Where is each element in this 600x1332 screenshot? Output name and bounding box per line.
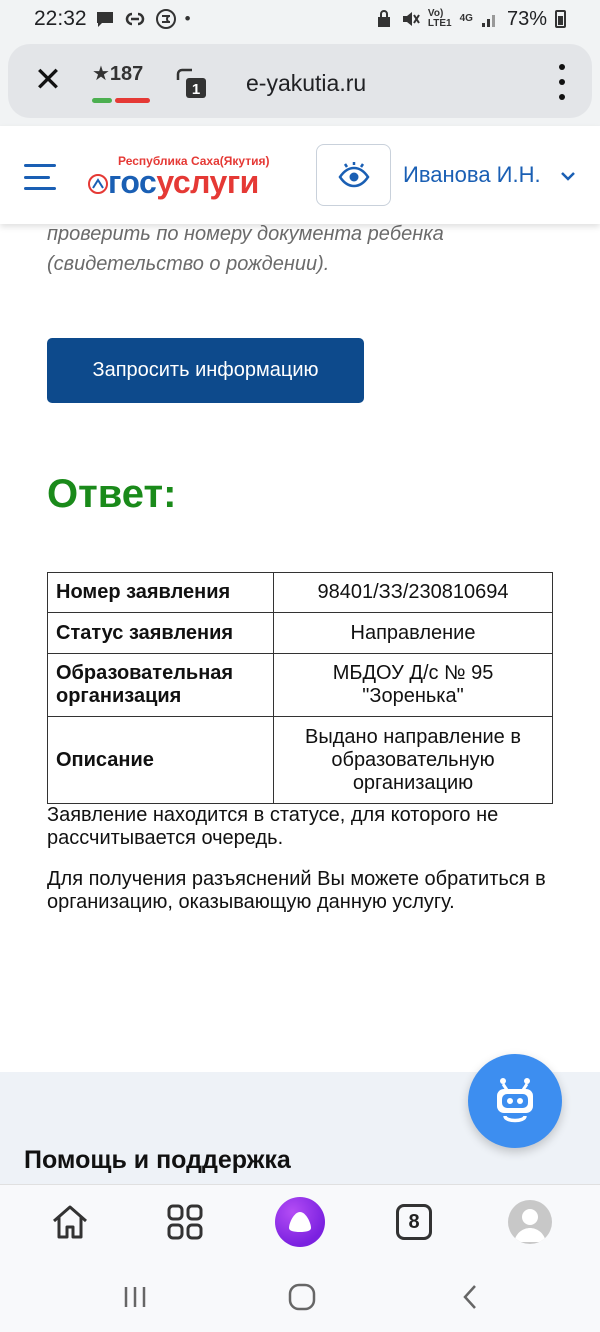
close-icon[interactable]: ✕ — [33, 61, 63, 99]
sync-app-icon — [155, 8, 177, 30]
system-navigation-bar — [0, 1260, 600, 1332]
table-row — [48, 613, 553, 654]
nav-alice[interactable] — [275, 1197, 325, 1247]
nav-apps[interactable] — [160, 1197, 210, 1247]
table-row — [48, 573, 553, 613]
table-key: Образовательная организация — [48, 654, 274, 717]
table-row — [48, 717, 553, 804]
home-circle-icon — [288, 1283, 316, 1311]
accessibility-eye-button[interactable] — [316, 144, 391, 206]
url-text[interactable]: e-yakutia.ru — [246, 70, 367, 96]
recents-button[interactable] — [120, 1282, 150, 1312]
site-rating[interactable]: ★187 — [92, 63, 144, 85]
browser-address-bar — [8, 44, 592, 118]
link-notification-icon — [123, 11, 147, 27]
apps-grid-icon — [167, 1204, 203, 1240]
gosuslugi-logo[interactable] — [88, 154, 298, 202]
queue-status-note: Заявление находится в статусе, для которого не рассчитывается очередь. — [47, 804, 499, 849]
table-key: Описание — [48, 717, 274, 804]
signal-strength-icon — [481, 10, 499, 28]
table-key: Статус заявления — [48, 613, 274, 654]
mute-icon — [400, 9, 420, 29]
profile-avatar-icon — [508, 1200, 552, 1244]
table-value: МБДОУ Д/с № 95 "Зоренька" — [274, 654, 553, 717]
chat-notification-icon — [95, 10, 115, 28]
table-key: Номер заявления — [48, 573, 274, 613]
result-table — [47, 572, 553, 804]
nav-profile[interactable] — [505, 1197, 555, 1247]
assistant-robot-button[interactable] — [468, 1054, 562, 1148]
logo-region-text: Республика Саха(Якутия) — [118, 154, 270, 168]
table-value: Выдано направление в образовательную организацию — [274, 717, 553, 804]
back-chevron-icon — [460, 1283, 480, 1311]
network-4g-indicator: 4G — [459, 13, 473, 24]
eye-icon — [337, 160, 371, 190]
status-bar — [0, 0, 600, 38]
status-right — [376, 8, 566, 31]
lock-notification-icon — [376, 9, 392, 29]
volte-indicator: Vo) LTE1 — [427, 8, 452, 29]
contact-org-note: Для получения разъяснений Вы можете обратиться в организацию, оказывающую данную услугу. — [47, 868, 546, 913]
alice-icon — [275, 1197, 325, 1247]
help-title: Помощь и поддержка — [24, 1146, 291, 1174]
status-dot: • — [184, 9, 191, 28]
home-system-button[interactable] — [287, 1282, 317, 1312]
chevron-down-icon[interactable] — [558, 166, 578, 186]
recents-icon — [122, 1285, 148, 1309]
site-header — [0, 126, 600, 224]
answer-title: Ответ: — [47, 472, 177, 516]
request-info-button[interactable]: Запросить информацию — [47, 338, 364, 403]
main-content — [0, 224, 600, 1072]
back-button[interactable] — [455, 1282, 485, 1312]
user-name[interactable]: Иванова И.Н. — [403, 162, 541, 187]
battery-percent: 73% — [506, 7, 547, 30]
robot-icon — [491, 1076, 539, 1126]
table-value: 98401/ЗЗ/230810694 — [274, 573, 553, 613]
status-time: 22:32 — [34, 7, 87, 30]
logo-main-text: госуслуги — [108, 164, 259, 200]
status-left — [34, 7, 191, 31]
rating-bars — [92, 98, 150, 103]
browser-toolbar — [0, 38, 600, 126]
protect-tab-icon[interactable] — [174, 66, 208, 100]
table-row — [48, 654, 553, 717]
home-icon — [50, 1203, 90, 1241]
svg-text:1: 1 — [191, 81, 201, 98]
battery-icon — [555, 10, 566, 28]
browser-bottom-nav — [0, 1184, 600, 1260]
nav-home[interactable] — [45, 1197, 95, 1247]
menu-dots-icon[interactable] — [554, 64, 570, 100]
tabs-count-icon: 8 — [396, 1204, 432, 1240]
emblem-icon — [88, 172, 108, 194]
hamburger-menu-icon[interactable] — [24, 164, 56, 190]
hint-text: проверить по номеру документа ребенка (свидетельство о рождении). — [47, 224, 444, 275]
table-value: Направление — [274, 613, 553, 654]
nav-tabs[interactable] — [389, 1197, 439, 1247]
